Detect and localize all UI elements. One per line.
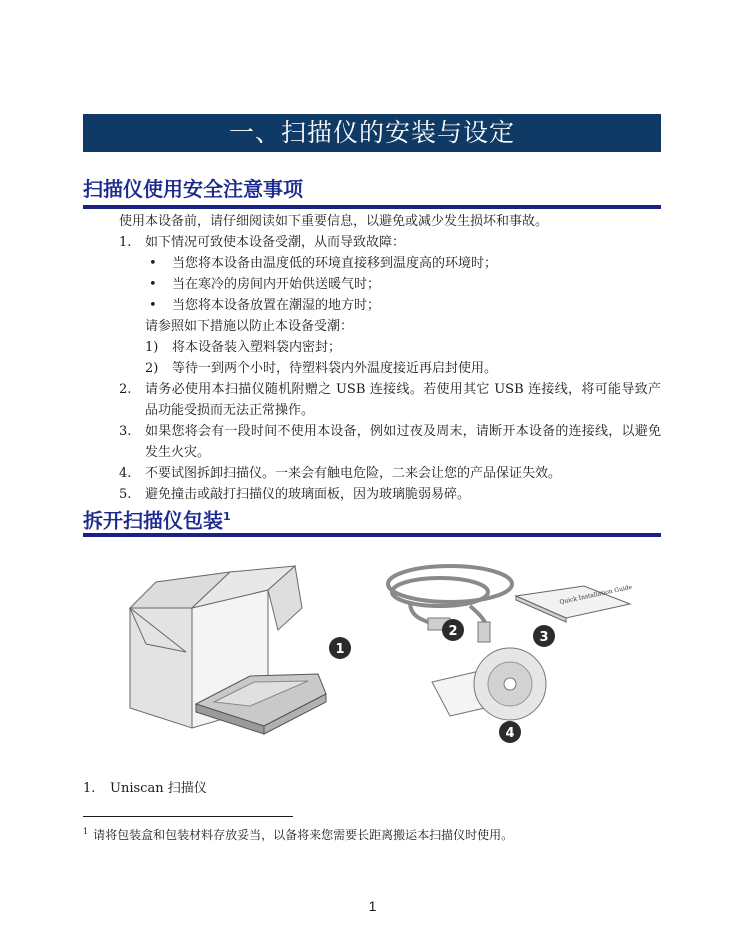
callout-number: 3	[539, 630, 549, 645]
item5-text: 避免撞击或敲打扫描仪的玻璃面板，因为玻璃脆弱易碎。	[145, 487, 471, 502]
bullet-item: 当在寒冷的房间内开始供送暖气时；	[172, 277, 381, 292]
footnote-mark: 1	[83, 827, 89, 836]
safety-heading-rule	[83, 205, 661, 209]
item4-number: 4.	[119, 466, 132, 481]
callout-number: 1	[335, 642, 345, 657]
footnote-ref: 1	[223, 510, 231, 523]
item4-text: 不要试图拆卸扫描仪。一来会有触电危险，二来会让您的产品保证失效。	[145, 466, 562, 481]
callout-number: 4	[505, 726, 515, 741]
measure-text: 等待一到两个小时，待塑料袋内外温度接近再启封使用。	[172, 361, 498, 376]
bullet-icon: •	[149, 298, 157, 313]
item1-number: 1.	[119, 235, 132, 250]
quick-guide-cover-text: Quick Installation Guide	[558, 583, 633, 606]
item5-number: 5.	[119, 487, 132, 502]
bullet-icon: •	[149, 277, 157, 292]
bullet-item: 当您将本设备由温度低的环境直接移到温度高的环境时；	[172, 256, 498, 271]
item1-text: 如下情况可致使本设备受潮，从而导致故障：	[145, 235, 406, 250]
footnote-separator	[83, 816, 293, 817]
measure-number: 2)	[145, 361, 159, 376]
item2-text: 请务必使用本扫描仪随机附赠之 USB 连接线。若使用其它 USB 连接线，将可能导致产品功能受损而无法正常操作。	[145, 382, 661, 418]
cd-illustration	[432, 648, 546, 720]
unpack-heading-text: 拆开扫描仪包装	[83, 508, 223, 533]
safety-intro: 使用本设备前，请仔细阅读如下重要信息，以避免或减少发生损坏和事故。	[119, 214, 549, 229]
contents-item-text: Uniscan 扫描仪	[110, 781, 207, 796]
chapter-title: 一、扫描仪的安装与设定	[83, 114, 661, 152]
safety-heading: 扫描仪使用安全注意事项	[83, 177, 303, 201]
unpack-heading	[83, 504, 661, 534]
bullet-icon: •	[149, 256, 157, 271]
callout-number: 2	[448, 624, 458, 639]
unpack-heading-rule	[83, 533, 661, 537]
footnote-text: 请将包装盒和包装材料存放妥当，以备将来您需要长距离搬运本扫描仪时使用。	[93, 828, 514, 842]
page-number: 1	[368, 898, 377, 914]
footnote	[83, 823, 513, 844]
contents-item-number: 1.	[83, 781, 96, 796]
measures-intro: 请参照如下措施以防止本设备受潮：	[145, 319, 354, 334]
package-contents-figure	[110, 556, 650, 746]
bullet-item: 当您将本设备放置在潮湿的地方时；	[172, 298, 381, 313]
item2-number: 2.	[119, 382, 132, 397]
measure-text: 将本设备装入塑料袋内密封；	[172, 340, 342, 355]
measure-number: 1)	[145, 340, 159, 355]
item3-number: 3.	[119, 424, 132, 439]
item3-text: 如果您将会有一段时间不使用本设备，例如过夜及周末，请断开本设备的连接线，以避免发生火灾。	[145, 424, 661, 460]
quick-guide-illustration	[516, 584, 633, 622]
